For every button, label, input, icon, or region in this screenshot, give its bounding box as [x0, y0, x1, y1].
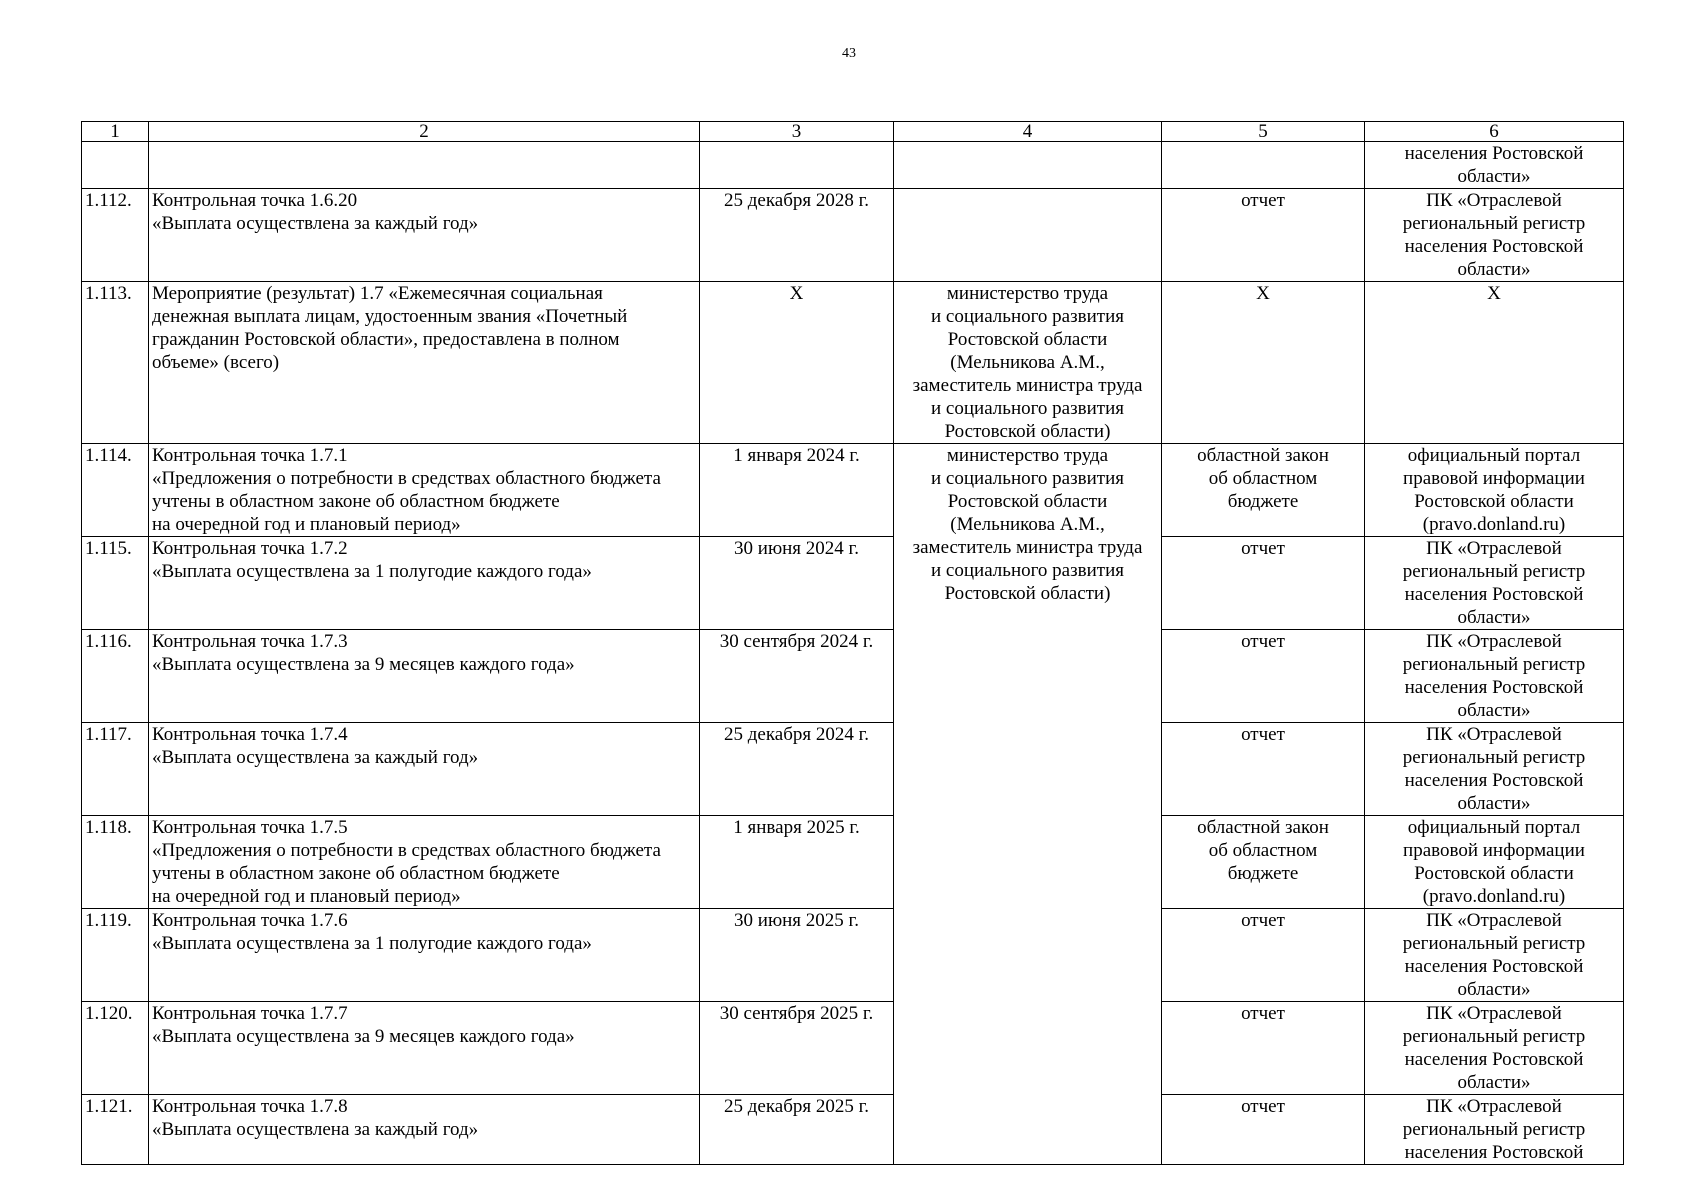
- description-cell: [149, 537, 700, 630]
- description-cell-line: Контрольная точка 1.7.5: [152, 817, 348, 838]
- responsible-cell: [894, 142, 1162, 189]
- info-source-cell-line: ПК «Отраслевой: [1426, 538, 1562, 559]
- column-header: 5: [1162, 122, 1365, 142]
- description-cell-line: «Предложения о потребности в средствах областного бюджета: [152, 468, 661, 489]
- info-source-cell: [1365, 142, 1624, 189]
- info-source-cell-line: официальный портал: [1407, 817, 1581, 838]
- responsible-merged-cell-line: заместитель министра труда: [912, 537, 1143, 558]
- row-number-cell: 1.119.: [82, 909, 149, 1002]
- document-type-cell-line: отчет: [1241, 1003, 1285, 1024]
- deadline-cell: 1 января 2024 г.: [700, 444, 894, 537]
- document-type-cell: [1162, 189, 1365, 282]
- responsible-cell-line: (Мельникова А.М.,: [950, 352, 1105, 373]
- document-type-cell-line: отчет: [1241, 1096, 1285, 1117]
- description-cell-line: учтены в областном законе об областном бюджете: [152, 491, 560, 512]
- description-cell-line: «Выплата осуществлена за 9 месяцев каждого года»: [152, 654, 575, 675]
- description-cell: [149, 282, 700, 444]
- responsible-merged-cell: [894, 444, 1162, 1165]
- description-cell-line: Контрольная точка 1.7.2: [152, 538, 348, 559]
- responsible-merged-cell-line: и социального развития: [931, 468, 1124, 489]
- info-source-cell-line: Ростовской области: [1414, 491, 1574, 512]
- info-source-cell-line: области»: [1457, 1072, 1531, 1093]
- document-type-cell-line: бюджете: [1227, 491, 1299, 512]
- info-source-cell-line: ПК «Отраслевой: [1426, 1096, 1562, 1117]
- info-source-cell-line: региональный регистр: [1402, 654, 1586, 675]
- row-number-cell: 1.113.: [82, 282, 149, 444]
- info-source-cell: [1365, 1095, 1624, 1165]
- info-source-cell-line: области»: [1457, 259, 1531, 280]
- responsible-cell-line: Ростовской области): [944, 421, 1111, 442]
- info-source-cell: [1365, 282, 1624, 444]
- row-number-cell: 1.115.: [82, 537, 149, 630]
- description-cell-line: объеме» (всего): [152, 352, 280, 373]
- column-header: 2: [149, 122, 700, 142]
- document-table: [81, 121, 1624, 1165]
- description-cell: [149, 142, 700, 189]
- table-header-row: [82, 122, 1624, 142]
- description-cell-line: Контрольная точка 1.6.20: [152, 190, 358, 211]
- document-type-cell: [1162, 537, 1365, 630]
- responsible-cell-line: министерство труда: [946, 283, 1109, 304]
- info-source-cell: [1365, 1002, 1624, 1095]
- info-source-cell: [1365, 723, 1624, 816]
- table-row: [82, 723, 1624, 816]
- document-type-cell: [1162, 909, 1365, 1002]
- info-source-cell-line: населения Ростовской: [1404, 143, 1584, 164]
- info-source-cell-line: населения Ростовской: [1404, 1049, 1584, 1070]
- description-cell: [149, 816, 700, 909]
- deadline-cell: 25 декабря 2024 г.: [700, 723, 894, 816]
- info-source-cell-line: области»: [1457, 793, 1531, 814]
- document-type-cell: [1162, 1002, 1365, 1095]
- info-source-cell: [1365, 537, 1624, 630]
- info-source-cell-line: (pravo.donland.ru): [1422, 886, 1566, 907]
- description-cell: [149, 909, 700, 1002]
- info-source-cell-line: населения Ростовской: [1404, 236, 1584, 257]
- document-type-cell: [1162, 142, 1365, 189]
- responsible-cell-line: Ростовской области: [947, 329, 1108, 350]
- deadline-cell: 25 декабря 2025 г.: [700, 1095, 894, 1165]
- row-number-cell: 1.121.: [82, 1095, 149, 1165]
- info-source-cell-line: области»: [1457, 166, 1531, 187]
- responsible-merged-cell-line: Ростовской области: [947, 491, 1108, 512]
- row-number-cell: 1.116.: [82, 630, 149, 723]
- document-type-cell-line: отчет: [1241, 538, 1285, 559]
- info-source-cell-line: правовой информации: [1403, 840, 1585, 861]
- description-cell-line: Контрольная точка 1.7.1: [152, 445, 348, 466]
- table-row: [82, 909, 1624, 1002]
- row-number-cell: 1.118.: [82, 816, 149, 909]
- description-cell-line: учтены в областном законе об областном бюджете: [152, 863, 560, 884]
- table-row: [82, 816, 1624, 909]
- description-cell-line: «Предложения о потребности в средствах областного бюджета: [152, 840, 661, 861]
- description-cell: [149, 723, 700, 816]
- column-header: 6: [1365, 122, 1624, 142]
- info-source-cell-line: области»: [1457, 607, 1531, 628]
- description-cell: [149, 630, 700, 723]
- row-number-cell: 1.112.: [82, 189, 149, 282]
- info-source-cell: [1365, 444, 1624, 537]
- info-source-cell-line: ПК «Отраслевой: [1426, 631, 1562, 652]
- row-number-cell: 1.114.: [82, 444, 149, 537]
- description-cell-line: «Выплата осуществлена за каждый год»: [152, 1119, 479, 1140]
- info-source-cell-line: Х: [1487, 283, 1501, 304]
- deadline-cell: 30 сентября 2024 г.: [700, 630, 894, 723]
- table-row: [82, 142, 1624, 189]
- deadline-cell: Х: [700, 282, 894, 444]
- info-source-cell-line: области»: [1457, 979, 1531, 1000]
- table-row: [82, 1002, 1624, 1095]
- info-source-cell-line: ПК «Отраслевой: [1426, 910, 1562, 931]
- table-row: [82, 444, 1624, 537]
- description-cell-line: «Выплата осуществлена за 1 полугодие каждого года»: [152, 933, 592, 954]
- info-source-cell-line: населения Ростовской: [1404, 677, 1584, 698]
- deadline-cell: 30 сентября 2025 г.: [700, 1002, 894, 1095]
- description-cell-line: Контрольная точка 1.7.6: [152, 910, 348, 931]
- deadline-cell: 30 июня 2024 г.: [700, 537, 894, 630]
- description-cell: [149, 189, 700, 282]
- responsible-cell-line: и социального развития: [931, 306, 1124, 327]
- info-source-cell-line: региональный регистр: [1402, 933, 1586, 954]
- description-cell-line: на очередной год и плановый период»: [152, 886, 461, 907]
- responsible-merged-cell-line: (Мельникова А.М.,: [950, 514, 1105, 535]
- responsible-cell: [894, 189, 1162, 282]
- document-type-cell-line: отчет: [1241, 724, 1285, 745]
- document-type-cell: [1162, 723, 1365, 816]
- row-number-cell: [82, 142, 149, 189]
- info-source-cell-line: ПК «Отраслевой: [1426, 190, 1562, 211]
- info-source-cell-line: региональный регистр: [1402, 213, 1586, 234]
- description-cell-line: Контрольная точка 1.7.8: [152, 1096, 348, 1117]
- deadline-cell: [700, 142, 894, 189]
- document-type-cell-line: Х: [1256, 283, 1270, 304]
- info-source-cell-line: области»: [1457, 700, 1531, 721]
- info-source-cell: [1365, 630, 1624, 723]
- document-type-cell: [1162, 282, 1365, 444]
- deadline-cell: 25 декабря 2028 г.: [700, 189, 894, 282]
- description-cell-line: на очередной год и плановый период»: [152, 514, 461, 535]
- info-source-cell-line: населения Ростовской: [1404, 1142, 1584, 1163]
- document-type-cell-line: об областном: [1208, 840, 1318, 861]
- document-type-cell: [1162, 630, 1365, 723]
- responsible-cell-line: и социального развития: [931, 398, 1124, 419]
- info-source-cell: [1365, 909, 1624, 1002]
- description-cell-line: Контрольная точка 1.7.4: [152, 724, 348, 745]
- description-cell-line: «Выплата осуществлена за каждый год»: [152, 213, 479, 234]
- page-number: 43: [842, 46, 856, 61]
- info-source-cell-line: правовой информации: [1403, 468, 1585, 489]
- info-source-cell-line: населения Ростовской: [1404, 770, 1584, 791]
- responsible-merged-cell-line: министерство труда: [946, 445, 1109, 466]
- document-type-cell: [1162, 816, 1365, 909]
- table-row: [82, 282, 1624, 444]
- document-type-cell-line: областной закон: [1197, 817, 1329, 838]
- document-type-cell: [1162, 1095, 1365, 1165]
- deadline-cell: 30 июня 2025 г.: [700, 909, 894, 1002]
- document-type-cell-line: областной закон: [1197, 445, 1329, 466]
- responsible-cell-line: заместитель министра труда: [912, 375, 1143, 396]
- document-type-cell-line: отчет: [1241, 910, 1285, 931]
- document-type-cell-line: бюджете: [1227, 863, 1299, 884]
- description-cell-line: «Выплата осуществлена за 1 полугодие каждого года»: [152, 561, 592, 582]
- description-cell: [149, 444, 700, 537]
- description-cell-line: «Выплата осуществлена за каждый год»: [152, 747, 479, 768]
- description-cell: [149, 1095, 700, 1165]
- column-header: 1: [82, 122, 149, 142]
- description-cell-line: денежная выплата лицам, удостоенным звания «Почетный: [152, 306, 628, 327]
- description-cell-line: гражданин Ростовской области», предоставлена в полном: [152, 329, 620, 350]
- info-source-cell-line: населения Ростовской: [1404, 956, 1584, 977]
- info-source-cell-line: региональный регистр: [1402, 1026, 1586, 1047]
- document-type-cell-line: отчет: [1241, 631, 1285, 652]
- info-source-cell-line: официальный портал: [1407, 445, 1581, 466]
- column-header: 4: [894, 122, 1162, 142]
- deadline-cell: 1 января 2025 г.: [700, 816, 894, 909]
- info-source-cell-line: региональный регистр: [1402, 747, 1586, 768]
- info-source-cell-line: населения Ростовской: [1404, 584, 1584, 605]
- info-source-cell-line: региональный регистр: [1402, 561, 1586, 582]
- row-number-cell: 1.120.: [82, 1002, 149, 1095]
- description-cell-line: Контрольная точка 1.7.3: [152, 631, 348, 652]
- table-row: [82, 630, 1624, 723]
- table-row: [82, 189, 1624, 282]
- info-source-cell-line: Ростовской области: [1414, 863, 1574, 884]
- table-row: [82, 537, 1624, 630]
- description-cell-line: «Выплата осуществлена за 9 месяцев каждого года»: [152, 1026, 575, 1047]
- document-type-cell-line: об областном: [1208, 468, 1318, 489]
- info-source-cell-line: ПК «Отраслевой: [1426, 1003, 1562, 1024]
- info-source-cell: [1365, 189, 1624, 282]
- description-cell-line: Мероприятие (результат) 1.7 «Ежемесячная социальная: [152, 283, 603, 304]
- description-cell-line: Контрольная точка 1.7.7: [152, 1003, 348, 1024]
- info-source-cell-line: (pravo.donland.ru): [1422, 514, 1566, 535]
- description-cell: [149, 1002, 700, 1095]
- info-source-cell-line: региональный регистр: [1402, 1119, 1586, 1140]
- document-type-cell-line: отчет: [1241, 190, 1285, 211]
- info-source-cell-line: ПК «Отраслевой: [1426, 724, 1562, 745]
- info-source-cell: [1365, 816, 1624, 909]
- responsible-cell: [894, 282, 1162, 444]
- column-header: 3: [700, 122, 894, 142]
- document-type-cell: [1162, 444, 1365, 537]
- responsible-merged-cell-line: и социального развития: [931, 560, 1124, 581]
- responsible-merged-cell-line: Ростовской области): [944, 583, 1111, 604]
- table-row: [82, 1095, 1624, 1165]
- row-number-cell: 1.117.: [82, 723, 149, 816]
